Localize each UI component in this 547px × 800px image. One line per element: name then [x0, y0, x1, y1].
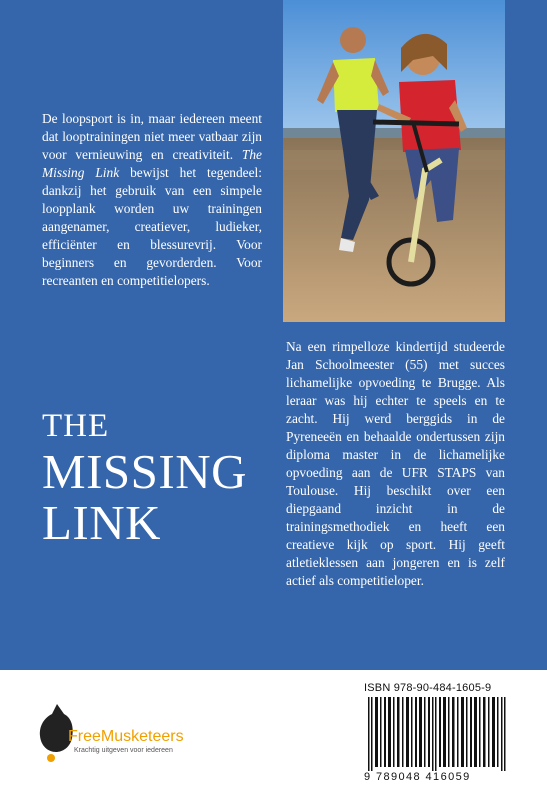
barcode-icon: [366, 697, 510, 771]
author-bio: Na een rimpelloze kindertijd studeerde Jan Schoolmeester (55) met succes lichamelijke opvoeding te Brugge. Als leraar was hij echter te speels en te zacht. Hij werd berggids in de Pyreneeën en behaalde ondertussen zijn diploma master in de lichamelijke opvoeding aan de UFR STAPS van Toulouse. Hij beschikt over een diepgaand inzicht in de trainingsmethodiek en heeft een creatieve kijk op sport. Hij geeft atletieklessen aan jongeren en is zelf actief als competitieloper.: [286, 339, 505, 588]
publisher-name: [68, 728, 184, 746]
cover-photo: [283, 0, 505, 322]
publisher-name-musketeers: Musketeers: [100, 728, 184, 745]
isbn-label: ISBN 978-90-484-1605-9: [364, 682, 492, 694]
publisher-logo: [38, 700, 238, 770]
book-title-line2: MISSING: [42, 444, 247, 499]
publisher-name-free: Free: [68, 728, 101, 745]
barcode-digits: 9 789048 416059: [364, 771, 471, 783]
book-title: [42, 408, 247, 550]
book-title-line3: LINK: [42, 495, 162, 550]
publisher-tagline: Krachtig uitgeven voor iedereen: [74, 747, 173, 754]
blurb-text-part2: bewijst het tegendeel: dankzij het gebruik van een simpele loopplank worden uw trainingen aangenamer, creatiever, ludieker, efficiënter en blessurevrij. Voor beginners en gevorderden. Voor recreanten en competitielopers.: [42, 165, 262, 288]
book-title-line1: THE: [42, 408, 110, 444]
isbn-barcode-box: [364, 682, 512, 786]
blurb-book-title: The Missing Link: [42, 147, 262, 180]
blurb-text-part1: De loopsport is in, maar iedereen meent dat looptrainingen niet meer vatbaar zijn voor vernieuwing en creativiteit.: [42, 111, 262, 162]
beach-runner-photo: [283, 0, 505, 322]
back-cover-blurb: [42, 110, 262, 290]
